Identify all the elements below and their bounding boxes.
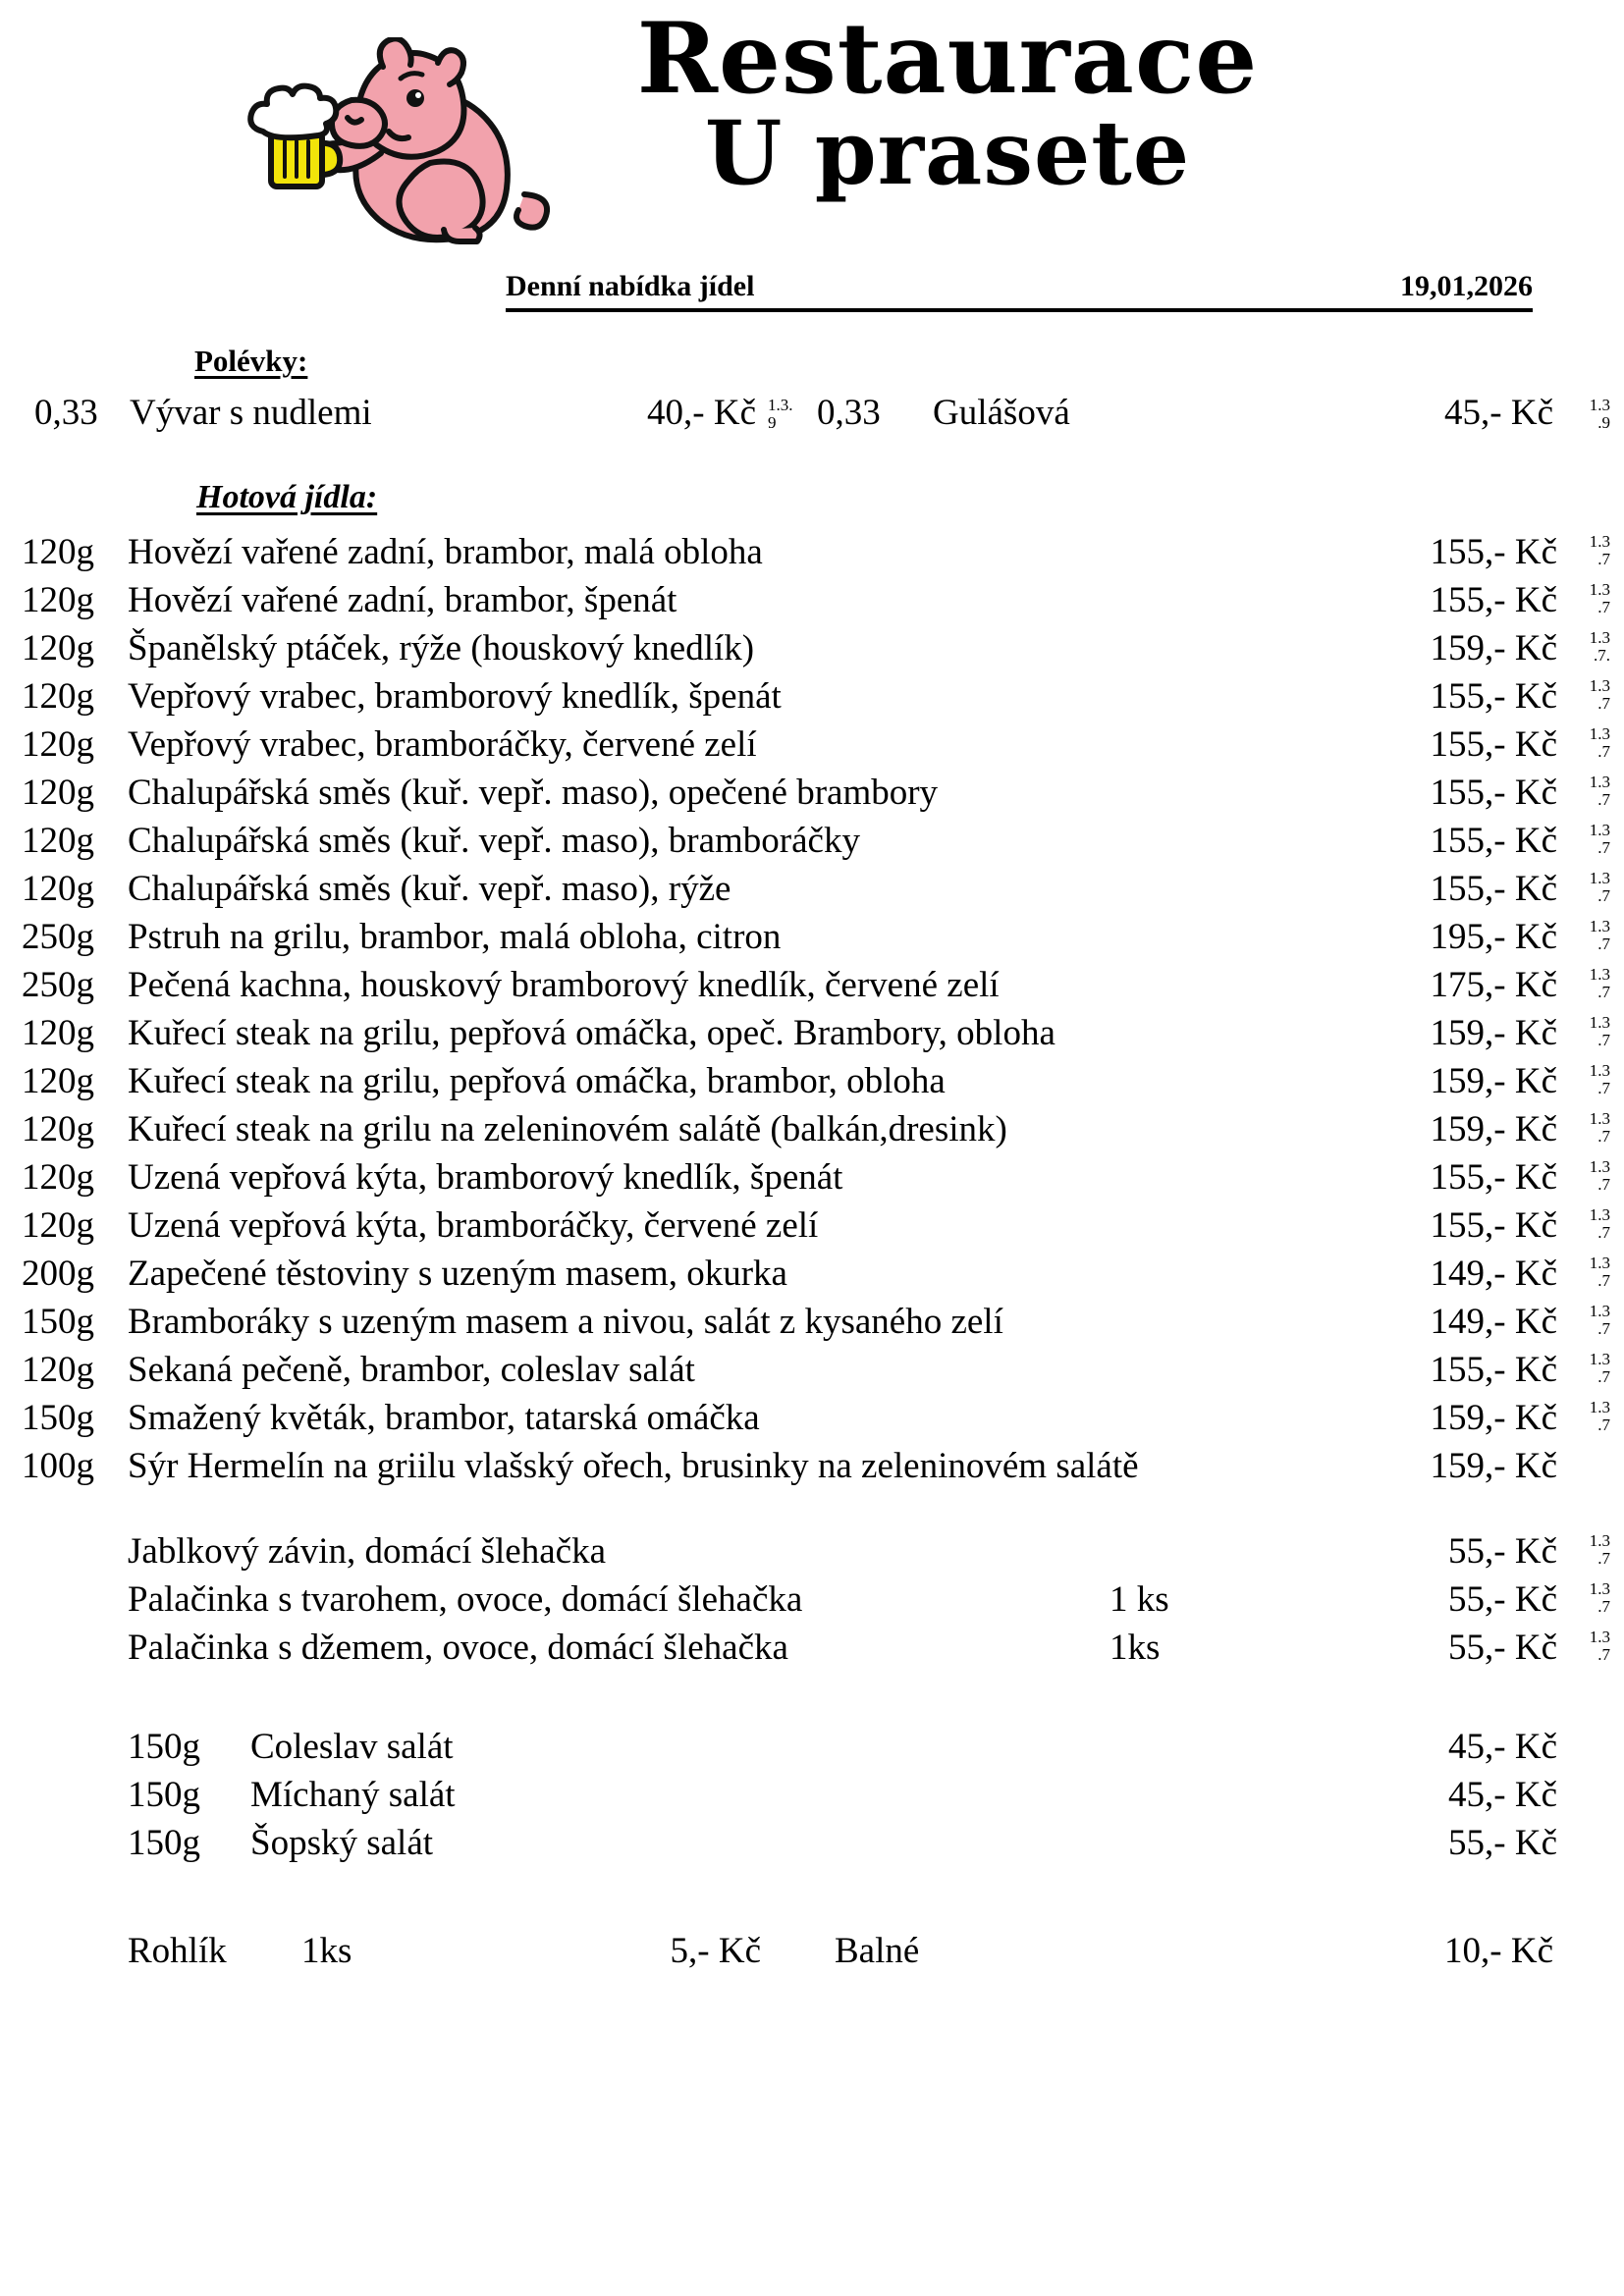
item-weight: 120g [22,532,94,572]
allergen-line: .7 [1597,742,1610,761]
allergen-codes [1557,769,1610,809]
item-price: 45,- Kč [1448,1727,1557,1767]
item-weight: 150g [22,1398,94,1438]
soup-volume: 0,33 [817,393,881,433]
allergen-codes [1557,865,1610,905]
menu-header-row [506,267,1533,312]
item-weight: 120g [22,821,94,861]
allergen-line: 1.3 [1589,724,1610,743]
allergen-codes [1557,1057,1610,1097]
item-price: 155,- Kč [1430,1205,1557,1246]
allergen-line: .7 [1597,1367,1610,1386]
item-weight: 100g [22,1446,94,1486]
item-price: 55,- Kč [1448,1823,1557,1863]
item-quantity: 1ks [1110,1628,1161,1668]
menu-item-row [22,1394,1610,1442]
allergen-line: 1.3 [1589,1579,1610,1598]
allergen-line: .7. [1594,646,1610,665]
item-price: 155,- Kč [1430,532,1557,572]
allergen-codes [1557,1105,1610,1146]
item-name: Palačinka s tvarohem, ovoce, domácí šlehačka [128,1579,803,1620]
menu-item-row [128,1723,1610,1771]
desserts-list [128,1527,1610,1672]
item-weight: 120g [22,628,94,668]
menu-item-row [22,913,1610,961]
menu-item-row [128,1819,1610,1867]
item-name: Chalupářská směs (kuř. vepř. maso), rýže [128,869,731,909]
allergen-codes [1557,1201,1610,1242]
allergen-line: 1.3 [1589,821,1610,839]
item-weight: 250g [22,917,94,957]
item-price: 149,- Kč [1430,1254,1557,1294]
item-weight: 120g [22,869,94,909]
item-name: Pečená kachna, houskový bramborový knedlík, červené zelí [128,965,1000,1005]
item-weight: 250g [22,965,94,1005]
allergen-line: 1.3 [1589,869,1610,887]
item-weight: 150g [128,1775,200,1815]
menu-item-row [22,961,1610,1009]
allergen-codes [1557,1153,1610,1194]
allergen-line: 1.3 [1589,773,1610,791]
item-weight: 120g [22,773,94,813]
allergen-line: 1.3 [1589,396,1610,414]
menu-item-row [22,817,1610,865]
allergen-codes [1557,1346,1610,1386]
allergen-line: .7 [1597,1415,1610,1434]
item-name: Pstruh na grilu, brambor, malá obloha, citron [128,917,782,957]
allergen-codes [1557,961,1610,1001]
item-price: 159,- Kč [1430,1013,1557,1053]
menu-item-row [22,769,1610,817]
item-price: 195,- Kč [1430,917,1557,957]
item-name: Uzená vepřová kýta, bramboráčky, červené zelí [128,1205,819,1246]
restaurant-title [530,2,1365,205]
allergen-codes [1557,576,1610,616]
allergen-line: .7 [1597,1271,1610,1290]
item-name: Uzená vepřová kýta, bramborový knedlík, špenát [128,1157,843,1198]
soup-name: Vývar s nudlemi [130,393,372,433]
item-price: 55,- Kč [1448,1531,1557,1572]
allergen-line: 1.3 [1589,580,1610,599]
item-weight: 120g [22,1061,94,1101]
allergen-codes [1557,528,1610,568]
allergen-line: 1.3. [768,396,793,414]
allergen-line: .7 [1597,838,1610,857]
allergen-codes [1557,624,1610,665]
allergen-line: .7 [1597,694,1610,713]
item-weight: 120g [22,676,94,717]
item-name: Vepřový vrabec, bramboráčky, červené zelí [128,724,757,765]
allergen-codes [1569,397,1610,432]
allergen-line: 1.3 [1589,1254,1610,1272]
footer-row [0,1927,1624,1976]
item-name: Hovězí vařené zadní, brambor, malá obloha [128,532,763,572]
item-name: Chalupářská směs (kuř. vepř. maso), bramboráčky [128,821,860,861]
allergen-codes [1557,1771,1610,1776]
item-name: Bramboráky s uzeným masem a nivou, salát z kysaného zelí [128,1302,1003,1342]
menu-item-row [22,721,1610,769]
item-price: 159,- Kč [1430,628,1557,668]
item-price: 175,- Kč [1430,965,1557,1005]
item-name: Hovězí vařené zadní, brambor, špenát [128,580,677,620]
item-price: 155,- Kč [1430,821,1557,861]
item-weight: 120g [22,580,94,620]
item-price: 159,- Kč [1430,1061,1557,1101]
item-weight: 150g [22,1302,94,1342]
allergen-line: 1.3 [1589,1109,1610,1128]
item-price: 149,- Kč [1430,1302,1557,1342]
item-weight: 150g [128,1823,200,1863]
allergen-line: .7 [1597,1645,1610,1664]
footer-price: 10,- Kč [1444,1931,1553,1971]
soup-price: 40,- Kč [647,393,756,433]
item-weight: 120g [22,1157,94,1198]
item-name: Zapečené těstoviny s uzeným masem, okurka [128,1254,787,1294]
allergen-line: 1.3 [1589,1628,1610,1646]
allergen-line: .7 [1597,886,1610,905]
allergen-line: .7 [1597,1175,1610,1194]
item-price: 155,- Kč [1430,1350,1557,1390]
menu-item-row [128,1575,1610,1624]
footer-item: Rohlík [128,1931,227,1971]
footer-quantity: 1ks [301,1931,352,1971]
item-price: 155,- Kč [1430,724,1557,765]
allergen-line: 1.3 [1589,676,1610,695]
menu-item-row [22,1009,1610,1057]
allergen-line: .7 [1597,1549,1610,1568]
allergen-codes [1557,1819,1610,1824]
menu-item-row [22,624,1610,672]
item-name: Míchaný salát [250,1775,456,1815]
item-price: 155,- Kč [1430,869,1557,909]
item-name: Jablkový závin, domácí šlehačka [128,1531,606,1572]
allergen-codes [1557,913,1610,953]
allergen-line: .7 [1597,1079,1610,1097]
item-name: Španělský ptáček, rýže (houskový knedlík) [128,628,755,668]
item-price: 55,- Kč [1448,1628,1557,1668]
menu-item-row [128,1624,1610,1672]
item-name: Sýr Hermelín na griilu vlašský ořech, brusinky na zeleninovém salátě [128,1446,1139,1486]
allergen-codes [1557,1298,1610,1338]
allergen-codes [768,397,811,432]
item-price: 155,- Kč [1430,676,1557,717]
soups-heading: Polévky: [194,344,308,378]
item-name: Vepřový vrabec, bramborový knedlík, špenát [128,676,782,717]
allergen-line: 1.3 [1589,1061,1610,1080]
item-weight: 120g [22,1109,94,1149]
menu-item-row [22,1153,1610,1201]
menu-item-row [22,865,1610,913]
allergen-line: 1.3 [1589,1350,1610,1368]
allergen-codes [1557,1527,1610,1568]
item-name: Palačinka s džemem, ovoce, domácí šlehačka [128,1628,788,1668]
item-price: 55,- Kč [1448,1579,1557,1620]
soup-volume: 0,33 [34,393,98,433]
allergen-line: 1.3 [1589,965,1610,984]
menu-date: 19,01,2026 [1400,270,1533,302]
allergen-line: .7 [1597,1223,1610,1242]
item-quantity: 1 ks [1110,1579,1169,1620]
allergen-line: 1.3 [1589,628,1610,647]
item-weight: 200g [22,1254,94,1294]
item-price: 45,- Kč [1448,1775,1557,1815]
menu-item-row [128,1527,1610,1575]
allergen-line: 1.3 [1589,532,1610,551]
menu-item-row [22,1442,1610,1490]
menu-item-row [22,1201,1610,1250]
allergen-codes [1557,1394,1610,1434]
footer-item: Balné [835,1931,920,1971]
item-name: Chalupářská směs (kuř. vepř. maso), opečené brambory [128,773,939,813]
allergen-line: .7 [1597,934,1610,953]
allergen-line: .7 [1597,790,1610,809]
allergen-line: .7 [1597,598,1610,616]
salads-list [128,1723,1610,1867]
allergen-codes [1557,1009,1610,1049]
allergen-line: 1.3 [1589,1157,1610,1176]
allergen-line: .9 [1597,413,1610,432]
soup-name: Gulášová [933,393,1070,433]
allergen-line: 1.3 [1589,1531,1610,1550]
allergen-line: 1.3 [1589,1205,1610,1224]
menu-item-row [22,1105,1610,1153]
menu-item-row [22,1057,1610,1105]
item-weight: 120g [22,1013,94,1053]
allergen-codes [1557,817,1610,857]
item-price: 159,- Kč [1430,1446,1557,1486]
item-weight: 120g [22,1350,94,1390]
item-price: 159,- Kč [1430,1109,1557,1149]
item-weight: 150g [128,1727,200,1767]
footer-price: 5,- Kč [670,1931,761,1971]
item-name: Šopský salát [250,1823,434,1863]
item-name: Kuřecí steak na grilu, pepřová omáčka, brambor, obloha [128,1061,946,1101]
soups-row [0,389,1624,438]
menu-item-row [22,528,1610,576]
item-name: Smažený květák, brambor, tatarská omáčka [128,1398,760,1438]
item-price: 159,- Kč [1430,1398,1557,1438]
menu-title: Denní nabídka jídel [506,270,755,302]
allergen-line: 1.3 [1589,1302,1610,1320]
menu-item-row [22,672,1610,721]
allergen-line: 1.3 [1589,1013,1610,1032]
restaurant-name-line2: U prasete [704,100,1191,205]
allergen-line: .7 [1597,1319,1610,1338]
soup-price: 45,- Kč [1444,393,1553,433]
allergen-codes [1557,1624,1610,1664]
allergen-line: 1.3 [1589,917,1610,935]
menu-item-row [22,1250,1610,1298]
allergen-line: .7 [1597,550,1610,568]
allergen-line: .7 [1597,983,1610,1001]
allergen-line: .7 [1597,1597,1610,1616]
item-weight: 120g [22,1205,94,1246]
item-name: Coleslav salát [250,1727,454,1767]
item-name: Sekaná pečeně, brambor, coleslav salát [128,1350,695,1390]
item-price: 155,- Kč [1430,1157,1557,1198]
menu-item-row [128,1771,1610,1819]
menu-item-row [22,576,1610,624]
allergen-line: .7 [1597,1031,1610,1049]
allergen-codes [1557,672,1610,713]
menu-item-row [22,1346,1610,1394]
mains-heading: Hotová jídla: [196,479,378,515]
item-price: 155,- Kč [1430,580,1557,620]
item-name: Kuřecí steak na grilu na zeleninovém salátě (balkán,dresink) [128,1109,1007,1149]
menu-item-row [22,1298,1610,1346]
item-price: 155,- Kč [1430,773,1557,813]
allergen-codes [1557,1442,1610,1447]
allergen-line: 9 [768,413,777,432]
allergen-line: 1.3 [1589,1398,1610,1416]
mains-list [22,528,1610,1490]
pig-with-beer-logo [234,37,564,245]
allergen-codes [1557,1575,1610,1616]
allergen-codes [1557,1723,1610,1728]
allergen-codes [1557,721,1610,761]
item-weight: 120g [22,724,94,765]
allergen-line: .7 [1597,1127,1610,1146]
restaurant-name-line1: Restaurace [636,2,1259,116]
allergen-codes [1557,1250,1610,1290]
item-name: Kuřecí steak na grilu, pepřová omáčka, opeč. Brambory, obloha [128,1013,1056,1053]
